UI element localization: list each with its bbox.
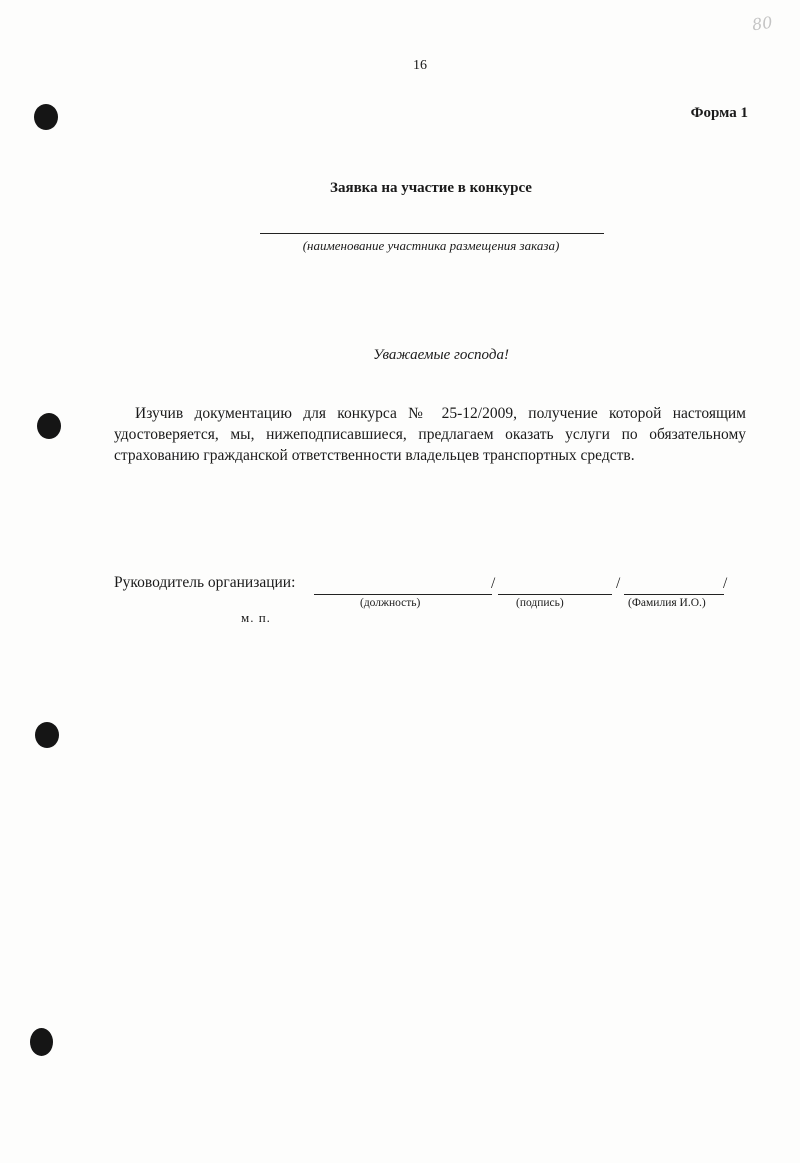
participant-name-caption: (наименование участника размещения заказа) bbox=[302, 238, 560, 253]
separator-slash: / bbox=[616, 575, 621, 592]
punch-hole bbox=[34, 104, 58, 130]
participant-name-line bbox=[260, 233, 604, 234]
full-name-blank-line bbox=[624, 594, 724, 595]
punch-hole bbox=[30, 1028, 53, 1056]
punch-hole bbox=[35, 722, 59, 748]
pencil-page-mark: 80 bbox=[750, 12, 774, 35]
seal-place-mark: м. п. bbox=[241, 610, 271, 625]
separator-slash: / bbox=[723, 575, 728, 592]
punch-hole bbox=[37, 413, 61, 439]
full-name-caption: (Фамилия И.О.) bbox=[628, 597, 706, 609]
page-number: 16 bbox=[413, 58, 427, 73]
salutation: Уважаемые господа! bbox=[373, 347, 509, 363]
body-paragraph: Изучив документацию для конкурса № 25-12/2009, получение которой настоящим удостоверяется, мы, нижеподписавшиеся, предлагаем оказать услуги по обязательному страхованию гражданской ответственности владельцев транспортных средств. bbox=[114, 405, 746, 464]
separator-slash: / bbox=[491, 575, 496, 592]
signature-blank-line bbox=[498, 594, 612, 595]
position-caption: (должность) bbox=[360, 597, 421, 609]
signature-caption: (подпись) bbox=[516, 597, 564, 609]
document-title: Заявка на участие в конкурсе bbox=[330, 180, 532, 196]
signature-label: Руководитель организации: bbox=[114, 574, 296, 591]
position-blank-line bbox=[314, 594, 492, 595]
form-label: Форма 1 bbox=[690, 105, 748, 121]
